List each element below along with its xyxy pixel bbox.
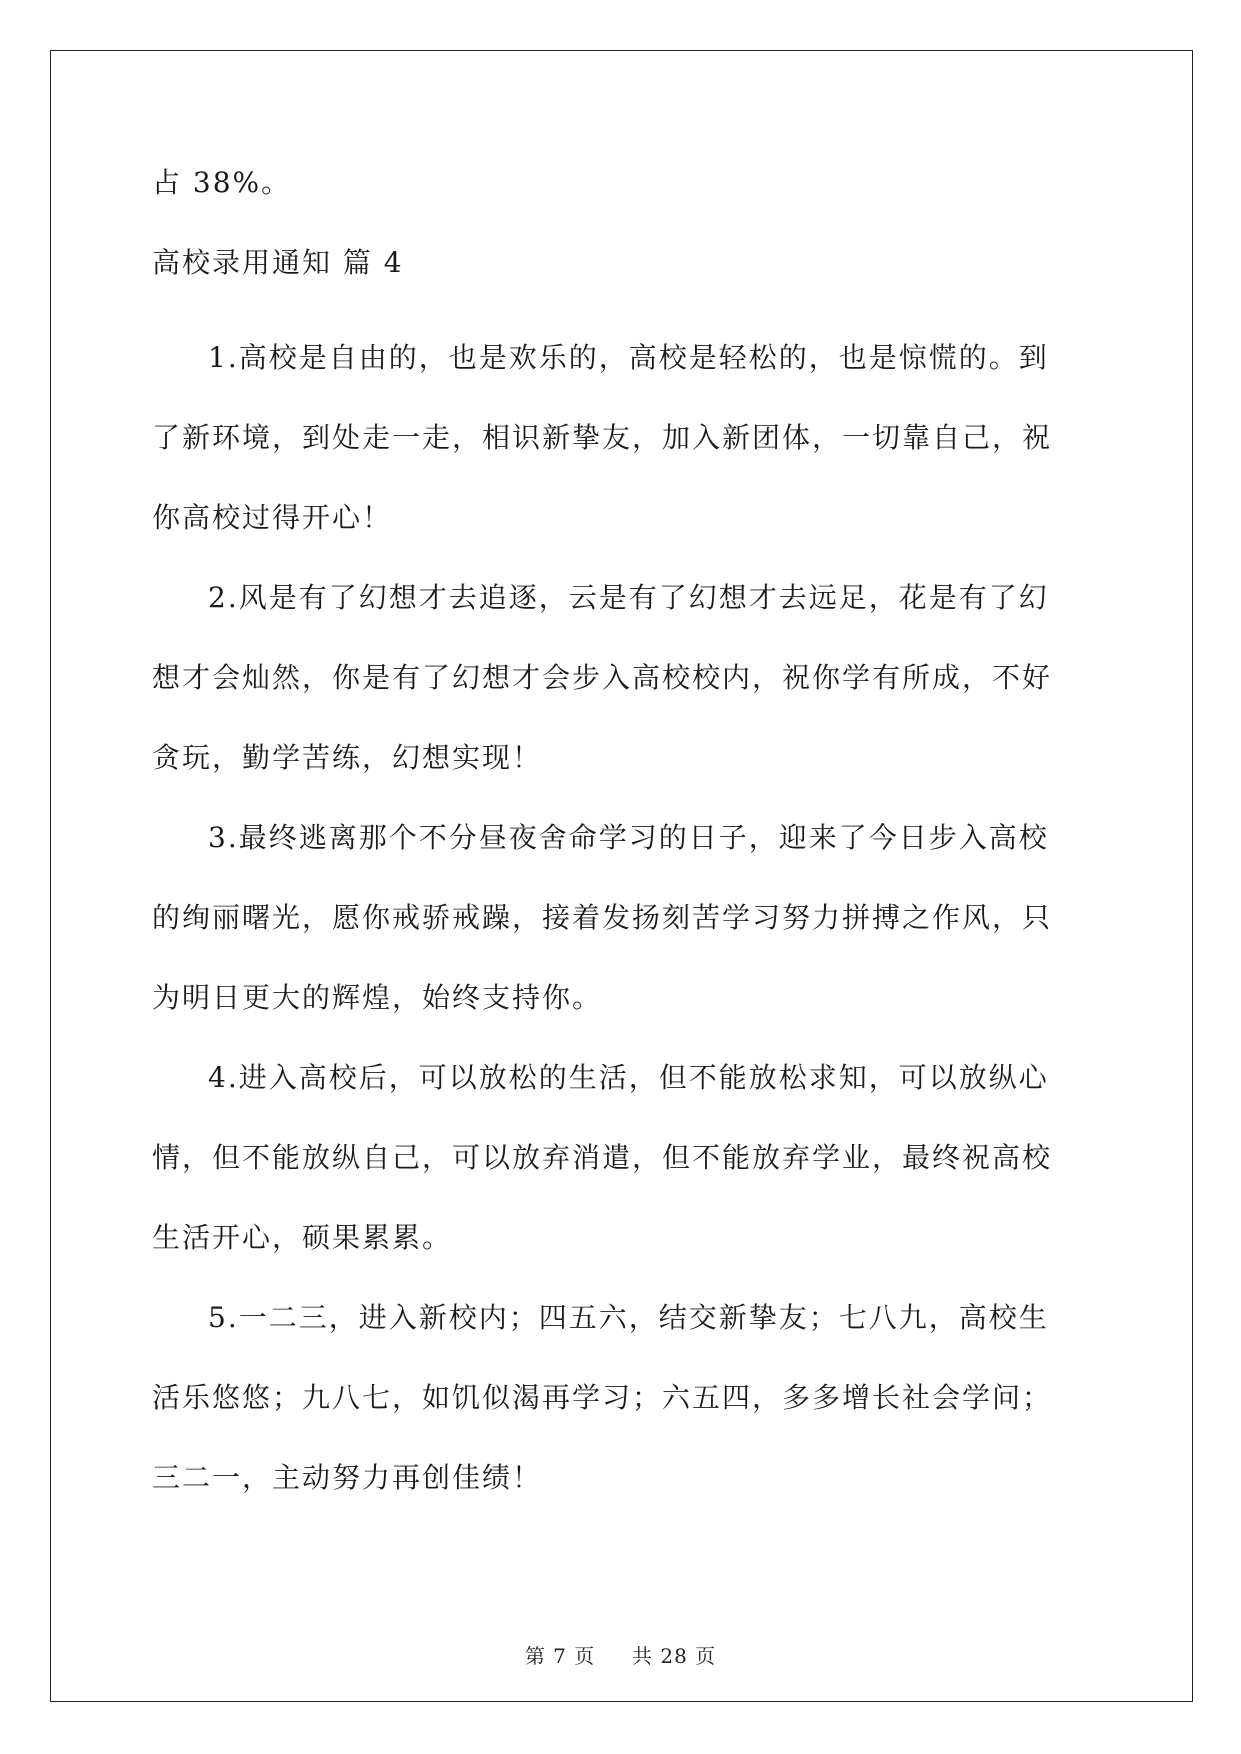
text-line: 占 38%。 [152,166,292,199]
text-line: 情，但不能放纵自己，可以放弃消遣，但不能放弃学业，最终祝高校 [152,1141,1053,1174]
text-line: 1.高校是自由的，也是欢乐的，高校是轻松的，也是惊慌的。到 [208,341,1049,374]
text-line: 5.一二三，进入新校内；四五六，结交新挚友；七八九，高校生 [208,1301,1049,1334]
text-line: 想才会灿然，你是有了幻想才会步入高校校内，祝你学有所成，不好 [152,661,1053,694]
text-line: 4.进入高校后，可以放松的生活，但不能放松求知，可以放纵心 [208,1061,1049,1094]
text-line: 贪玩，勤学苦练，幻想实现！ [152,741,543,774]
text-line: 活乐悠悠；九八七，如饥似渴再学习；六五四，多多增长社会学问； [152,1381,1053,1414]
page-number: 第 7 页 [524,1644,596,1668]
text-line: 2.风是有了幻想才去追逐，云是有了幻想才去远足，花是有了幻 [208,581,1049,614]
text-line: 3.最终逃离那个不分昼夜舍命学习的日子，迎来了今日步入高校 [208,821,1049,854]
page-border [50,50,1193,1702]
page-footer [0,1640,1241,1669]
text-line: 为明日更大的辉煌，始终支持你。 [152,981,603,1014]
text-line: 生活开心，硕果累累。 [152,1221,453,1254]
text-line: 的绚丽曙光，愿你戒骄戒躁，接着发扬刻苦学习努力拼搏之作风，只 [152,901,1053,934]
page-total: 共 28 页 [632,1644,717,1668]
text-line: 三二一，主动努力再创佳绩！ [152,1461,543,1494]
text-line: 了新环境，到处走一走，相识新挚友，加入新团体，一切靠自己，祝 [152,421,1053,454]
section-heading: 高校录用通知 篇 4 [152,246,404,279]
text-line: 你高校过得开心！ [152,501,393,534]
